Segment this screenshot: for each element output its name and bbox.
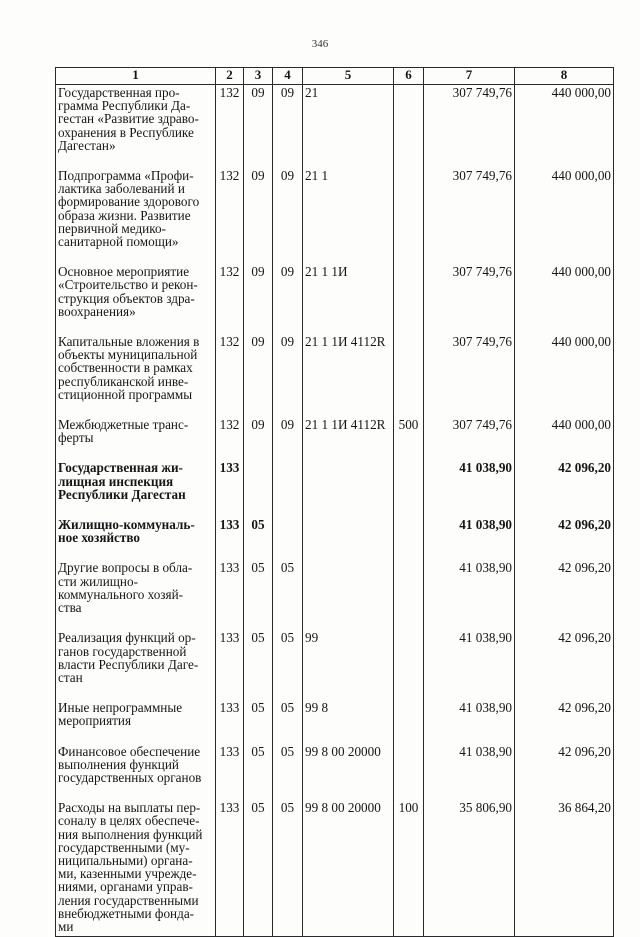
amount-2022-cell: 440 000,00 — [515, 264, 614, 334]
item-name-line: выполнения функций — [58, 756, 179, 772]
item-name-line: сти жилищно- — [58, 573, 138, 589]
amount-2022-cell: 42 096,20 — [515, 744, 614, 801]
table-row — [56, 264, 614, 334]
expense-type-cell — [394, 517, 424, 560]
amount-2021-cell: 41 038,90 — [424, 460, 515, 517]
item-name-line: собственности в рамках — [58, 360, 193, 376]
column-header: 7 — [424, 68, 515, 85]
item-name-line: ми — [58, 918, 74, 934]
item-name-cell — [56, 264, 216, 334]
item-name-line: Государственная жи- — [58, 460, 183, 476]
item-name-line: Дагестан» — [58, 137, 116, 153]
amount-2021-cell: 307 749,76 — [424, 417, 515, 460]
table-row — [56, 630, 614, 700]
target-article-cell: 99 8 00 20000 — [303, 800, 394, 937]
item-name-line: формирование здорового — [58, 194, 200, 210]
item-name-line: внебюджетными фонда- — [58, 905, 195, 921]
admin-code-cell: 133 — [216, 700, 244, 743]
amount-2021-cell: 307 749,76 — [424, 264, 515, 334]
amount-2022-cell: 440 000,00 — [515, 334, 614, 417]
item-name-line: охранения в Республике — [58, 124, 194, 140]
page-number: 346 — [311, 38, 329, 50]
item-name-line: Финансовое обеспечение — [58, 743, 201, 759]
item-name-line: лищная инспекция — [58, 473, 174, 489]
item-name-line: Государственная про- — [58, 85, 180, 100]
item-name-line: коммунального хозяй- — [58, 586, 184, 602]
item-name-line: первичной медико- — [58, 220, 166, 236]
expense-type-cell — [394, 85, 424, 169]
table-header — [56, 68, 614, 85]
section-cell: 05 — [244, 744, 273, 801]
table-row — [56, 85, 614, 169]
target-article-cell: 21 1 1И 4112R — [303, 417, 394, 460]
subsection-cell — [273, 460, 303, 517]
subsection-cell: 09 — [273, 264, 303, 334]
section-cell: 05 — [244, 700, 273, 743]
target-article-cell — [303, 460, 394, 517]
item-name-line: стан — [58, 669, 83, 685]
expense-type-cell: 500 — [394, 417, 424, 460]
expense-type-cell — [394, 168, 424, 264]
item-name-line: ми, казенными учрежде- — [58, 866, 197, 882]
table-row — [56, 460, 614, 517]
subsection-cell: 05 — [273, 560, 303, 630]
expense-type-cell — [394, 560, 424, 630]
section-cell: 09 — [244, 417, 273, 460]
column-header: 8 — [515, 68, 614, 85]
subsection-cell: 05 — [273, 700, 303, 743]
amount-2022-cell: 42 096,20 — [515, 460, 614, 517]
item-name-line: Другие вопросы в обла- — [58, 560, 193, 576]
item-name-cell — [56, 85, 216, 169]
target-article-cell — [303, 517, 394, 560]
item-name-cell — [56, 700, 216, 743]
column-header: 2 — [216, 68, 244, 85]
item-name-line: Подпрограмма «Профи- — [58, 168, 194, 184]
item-name-cell — [56, 417, 216, 460]
item-name-line: ниципальными) органа- — [58, 852, 193, 868]
item-name-line: струкция объектов здра- — [58, 290, 195, 306]
admin-code-cell: 133 — [216, 460, 244, 517]
item-name-cell — [56, 517, 216, 560]
table-row — [56, 560, 614, 630]
item-name-line: республиканской инве- — [58, 373, 189, 389]
item-name-line: Расходы на выплаты пер- — [58, 800, 201, 816]
expense-type-cell: 100 — [394, 800, 424, 937]
section-cell: 09 — [244, 264, 273, 334]
item-name-line: ства — [58, 600, 82, 616]
table-row — [56, 700, 614, 743]
amount-2021-cell: 307 749,76 — [424, 85, 515, 169]
item-name-line: стиционной программы — [58, 386, 193, 402]
section-cell: 09 — [244, 334, 273, 417]
item-name-line: объекты муниципальной — [58, 347, 198, 363]
item-name-cell — [56, 800, 216, 937]
item-name-cell — [56, 744, 216, 801]
item-name-line: Жилищно-коммуналь- — [58, 517, 195, 533]
item-name-line: гестан «Развитие здраво- — [58, 111, 199, 127]
target-article-cell: 21 1 1И 4112R — [303, 334, 394, 417]
amount-2021-cell: 35 806,90 — [424, 800, 515, 937]
item-name-line: «Строительство и рекон- — [58, 277, 198, 293]
item-name-line: Межбюджетные транс- — [58, 417, 189, 433]
column-header: 6 — [394, 68, 424, 85]
item-name-line: образа жизни. Развитие — [58, 207, 191, 223]
table-row — [56, 744, 614, 801]
section-cell: 05 — [244, 630, 273, 700]
amount-2021-cell: 307 749,76 — [424, 334, 515, 417]
column-header: 3 — [244, 68, 273, 85]
subsection-cell: 05 — [273, 630, 303, 700]
item-name-line: власти Республики Даге- — [58, 656, 199, 672]
table-row — [56, 517, 614, 560]
table-row — [56, 334, 614, 417]
admin-code-cell: 132 — [216, 85, 244, 169]
expense-type-cell — [394, 334, 424, 417]
target-article-cell — [303, 560, 394, 630]
item-name-cell — [56, 168, 216, 264]
item-name-cell — [56, 334, 216, 417]
amount-2021-cell: 307 749,76 — [424, 168, 515, 264]
item-name-line: мероприятия — [58, 713, 132, 729]
item-name-cell — [56, 460, 216, 517]
expense-type-cell — [394, 630, 424, 700]
target-article-cell: 21 1 — [303, 168, 394, 264]
column-header: 1 — [56, 68, 216, 85]
item-name-line: ниями, органами управ- — [58, 879, 193, 895]
item-name-line: Реализация функций ор- — [58, 630, 196, 646]
amount-2022-cell: 36 864,20 — [515, 800, 614, 937]
item-name-cell — [56, 630, 216, 700]
budget-table — [55, 67, 614, 937]
subsection-cell: 09 — [273, 168, 303, 264]
subsection-cell: 09 — [273, 85, 303, 169]
item-name-line: ления государственными — [58, 892, 199, 908]
section-cell: 05 — [244, 517, 273, 560]
admin-code-cell: 133 — [216, 744, 244, 801]
admin-code-cell: 133 — [216, 517, 244, 560]
subsection-cell: 05 — [273, 800, 303, 937]
table-row — [56, 168, 614, 264]
target-article-cell: 99 8 — [303, 700, 394, 743]
item-name-line: ния выполнения функций — [58, 826, 203, 842]
target-article-cell: 21 1 1И — [303, 264, 394, 334]
amount-2022-cell: 440 000,00 — [515, 417, 614, 460]
section-cell — [244, 460, 273, 517]
section-cell: 05 — [244, 800, 273, 937]
amount-2022-cell: 42 096,20 — [515, 630, 614, 700]
item-name-line: лактика заболеваний и — [58, 181, 185, 197]
item-name-line: грамма Республики Да- — [58, 98, 191, 114]
item-name-line: ферты — [58, 430, 94, 446]
column-header: 4 — [273, 68, 303, 85]
admin-code-cell: 132 — [216, 264, 244, 334]
section-cell: 05 — [244, 560, 273, 630]
amount-2022-cell: 440 000,00 — [515, 168, 614, 264]
amount-2021-cell: 41 038,90 — [424, 744, 515, 801]
expense-type-cell — [394, 460, 424, 517]
item-name-line: Республики Дагестан — [58, 486, 186, 502]
amount-2021-cell: 41 038,90 — [424, 560, 515, 630]
item-name-line: Иные непрограммные — [58, 700, 183, 716]
amount-2022-cell: 440 000,00 — [515, 85, 614, 169]
amount-2021-cell: 41 038,90 — [424, 517, 515, 560]
section-cell: 09 — [244, 168, 273, 264]
table-row — [56, 417, 614, 460]
item-name-line: соналу в целях обеспече- — [58, 813, 200, 829]
table-row — [56, 800, 614, 937]
amount-2022-cell: 42 096,20 — [515, 700, 614, 743]
target-article-cell: 21 — [303, 85, 394, 169]
column-header: 5 — [303, 68, 394, 85]
admin-code-cell: 133 — [216, 630, 244, 700]
amount-2022-cell: 42 096,20 — [515, 560, 614, 630]
amount-2021-cell: 41 038,90 — [424, 630, 515, 700]
admin-code-cell: 132 — [216, 168, 244, 264]
admin-code-cell: 132 — [216, 334, 244, 417]
subsection-cell: 09 — [273, 334, 303, 417]
subsection-cell: 05 — [273, 744, 303, 801]
admin-code-cell: 133 — [216, 560, 244, 630]
target-article-cell: 99 8 00 20000 — [303, 744, 394, 801]
item-name-cell — [56, 560, 216, 630]
item-name-line: ное хозяйство — [58, 530, 141, 546]
expense-type-cell — [394, 700, 424, 743]
table-body — [56, 85, 614, 937]
item-name-line: воохранения» — [58, 303, 136, 319]
subsection-cell: 09 — [273, 417, 303, 460]
expense-type-cell — [394, 264, 424, 334]
admin-code-cell: 133 — [216, 800, 244, 937]
item-name-line: ганов государственной — [58, 643, 187, 659]
item-name-line: санитарной помощи» — [58, 234, 179, 250]
item-name-line: Основное мероприятие — [58, 264, 190, 280]
expense-type-cell — [394, 744, 424, 801]
amount-2022-cell: 42 096,20 — [515, 517, 614, 560]
item-name-line: государственных органов — [58, 769, 202, 785]
amount-2021-cell: 41 038,90 — [424, 700, 515, 743]
item-name-line: Капитальные вложения в — [58, 334, 200, 350]
item-name-line: государственными (му- — [58, 839, 190, 855]
target-article-cell: 99 — [303, 630, 394, 700]
subsection-cell — [273, 517, 303, 560]
section-cell: 09 — [244, 85, 273, 169]
admin-code-cell: 132 — [216, 417, 244, 460]
